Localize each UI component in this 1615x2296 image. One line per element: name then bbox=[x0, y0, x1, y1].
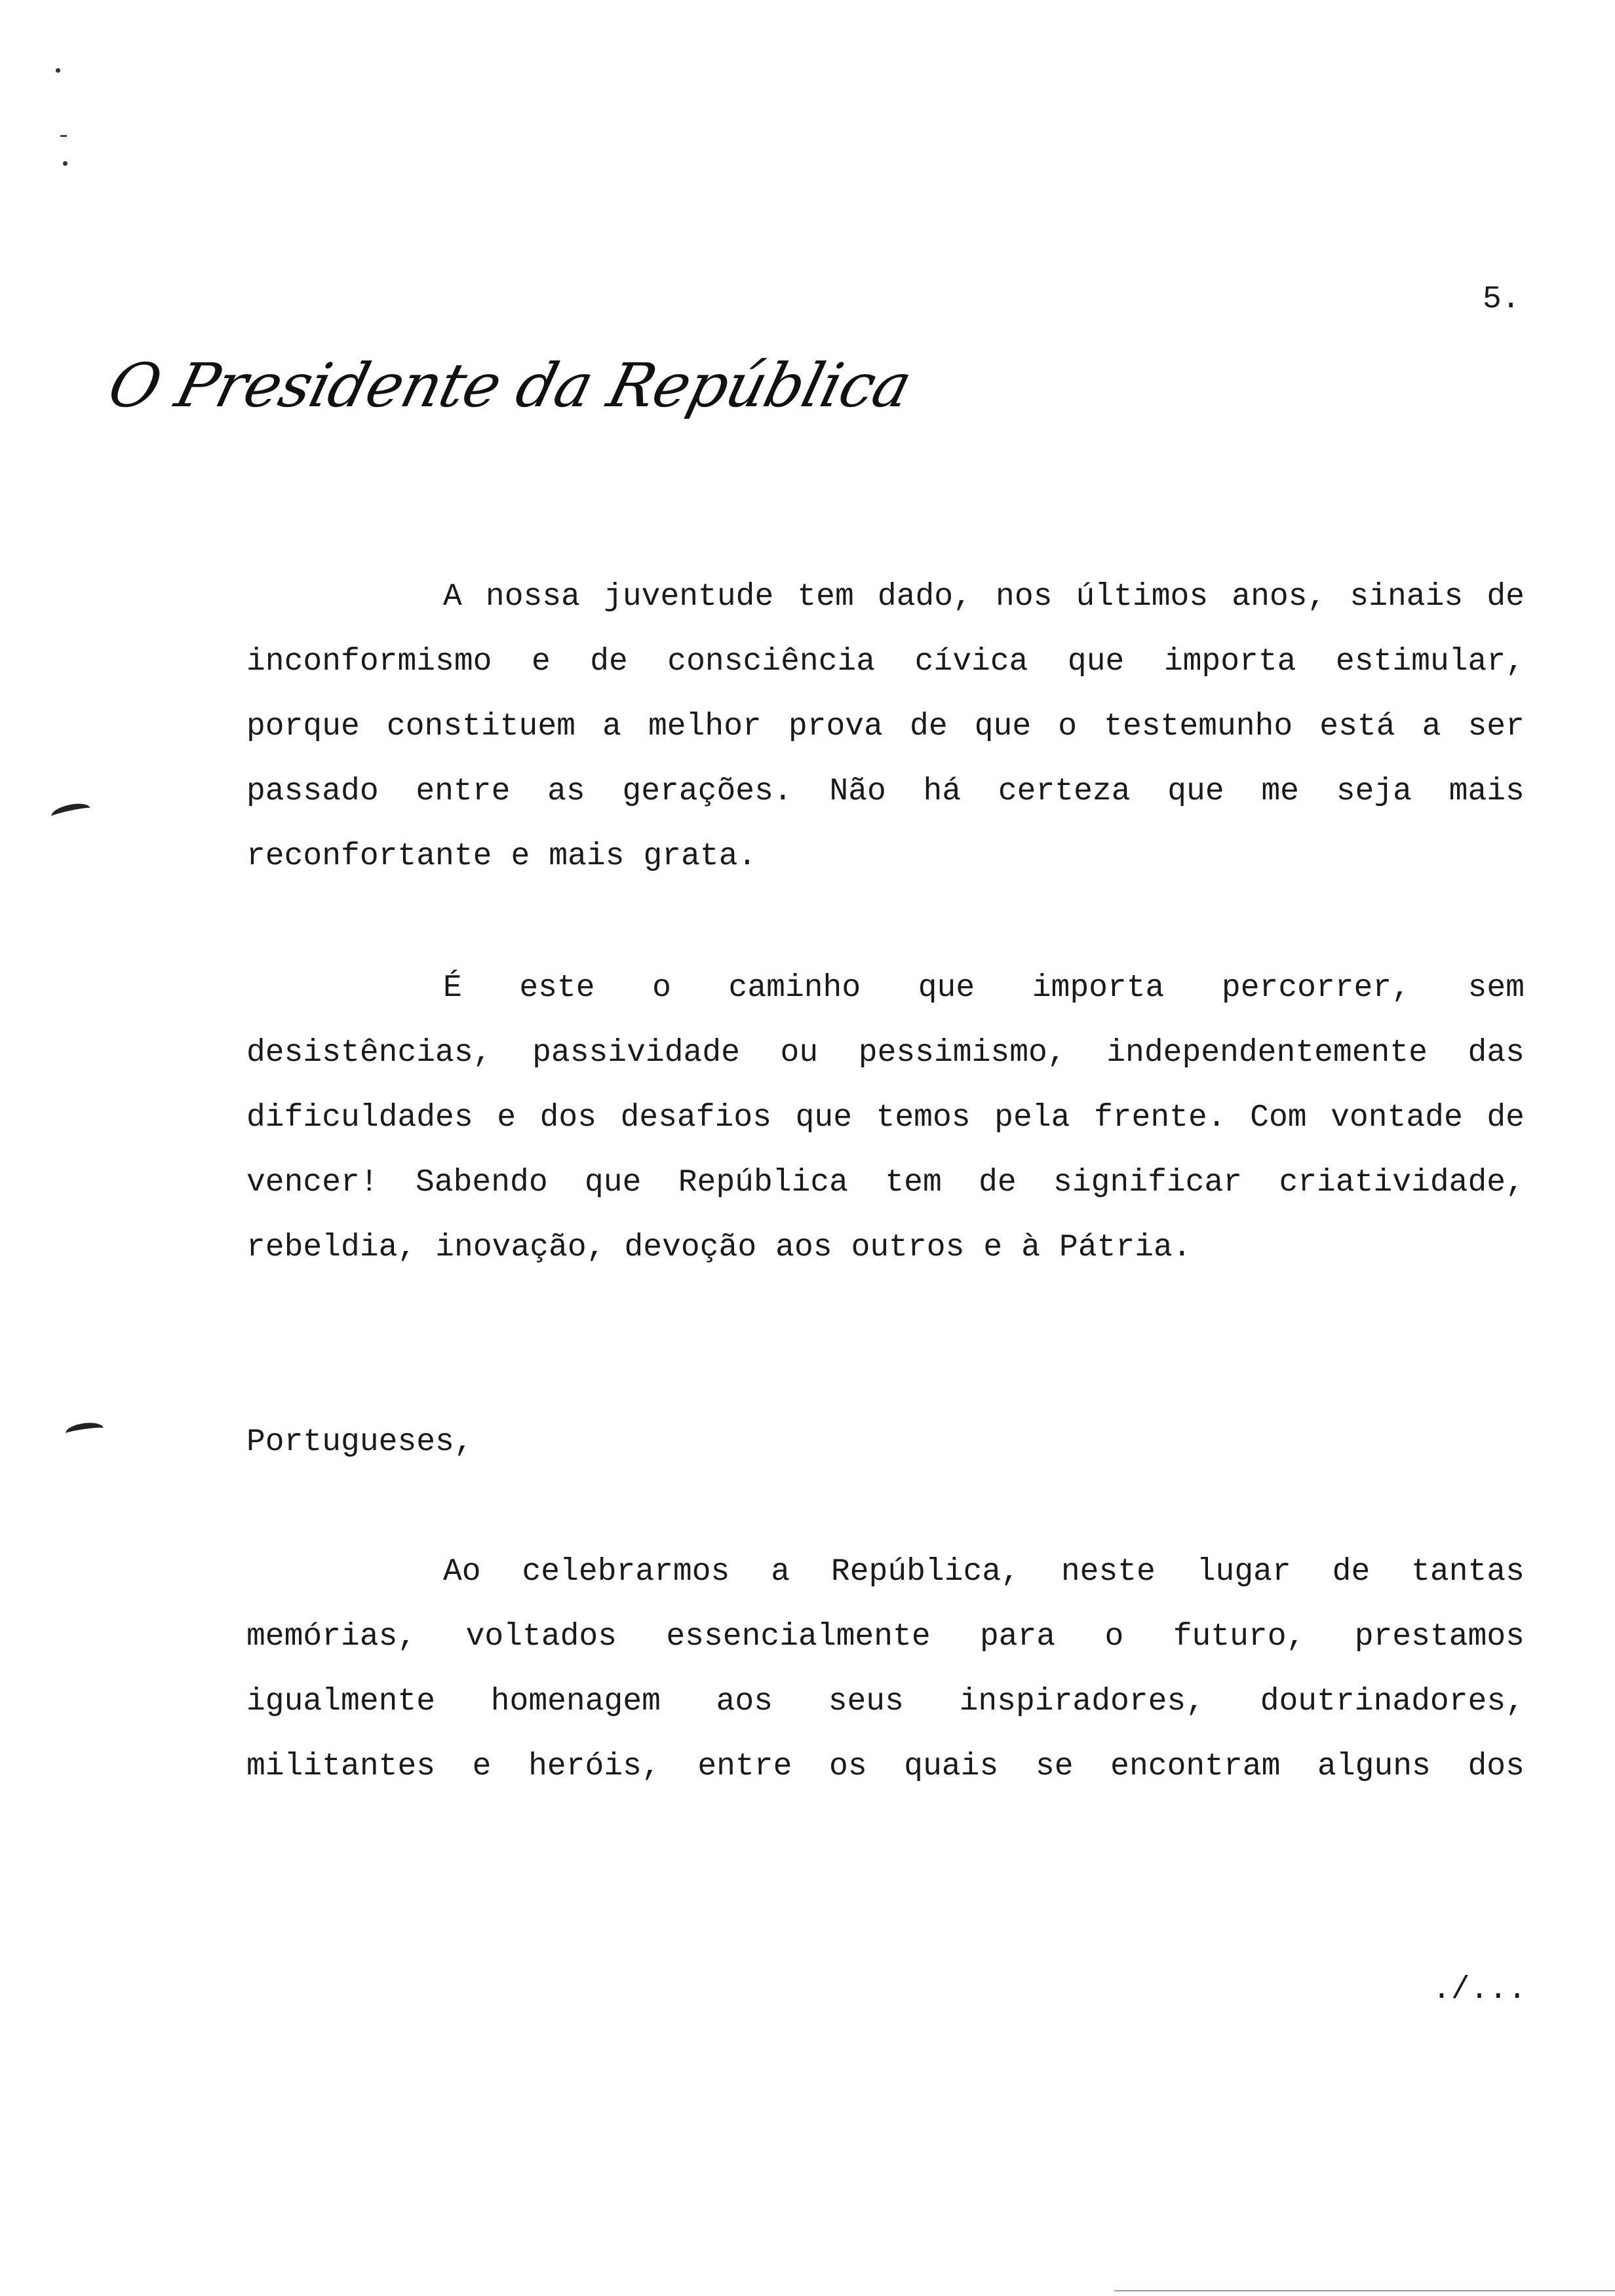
word: tem bbox=[797, 579, 854, 615]
word: de bbox=[910, 709, 948, 744]
word: mais bbox=[1449, 774, 1525, 809]
word: ser bbox=[1468, 709, 1525, 744]
word: É bbox=[443, 970, 462, 1006]
word: República bbox=[678, 1165, 848, 1200]
paragraph-3 bbox=[246, 1540, 1525, 1799]
word: dos bbox=[1468, 1749, 1525, 1784]
word: últimos bbox=[1076, 579, 1209, 615]
word: homenagem bbox=[490, 1684, 661, 1719]
word: Com bbox=[1250, 1100, 1307, 1136]
word: A bbox=[443, 579, 462, 615]
word: nossa bbox=[485, 579, 580, 615]
word: de bbox=[590, 644, 628, 679]
word: constituem bbox=[386, 709, 575, 744]
word: à bbox=[1021, 1230, 1041, 1265]
word: e bbox=[531, 644, 551, 679]
word: as bbox=[547, 774, 585, 809]
word: ou bbox=[780, 1035, 819, 1071]
word: essencialmente bbox=[666, 1619, 931, 1655]
word: melhor bbox=[648, 709, 762, 744]
word: das bbox=[1468, 1035, 1525, 1071]
word: seja bbox=[1336, 774, 1412, 809]
paragraph-1-line bbox=[246, 759, 1525, 824]
word: que bbox=[795, 1100, 852, 1136]
continuation-mark: ./... bbox=[1432, 1972, 1527, 2008]
word: para bbox=[979, 1619, 1056, 1655]
letterhead-title: O Presidente da República bbox=[102, 351, 918, 421]
word: e bbox=[511, 839, 530, 874]
paragraph-1-line bbox=[246, 824, 1525, 889]
word: celebrarmos bbox=[522, 1554, 730, 1590]
word: aos bbox=[716, 1684, 773, 1719]
word: se bbox=[1035, 1749, 1074, 1784]
word: importa bbox=[1032, 970, 1165, 1006]
word: voltados bbox=[465, 1619, 617, 1655]
word: está bbox=[1319, 709, 1395, 744]
paragraph-2-line bbox=[246, 1151, 1525, 1215]
paragraph-2-line bbox=[246, 1021, 1525, 1086]
word: heróis, bbox=[528, 1749, 661, 1784]
word: pessimismo, bbox=[858, 1035, 1066, 1071]
word: há bbox=[923, 774, 962, 809]
word: criatividade, bbox=[1279, 1165, 1525, 1200]
word: que bbox=[918, 970, 975, 1006]
word: República, bbox=[830, 1554, 1020, 1590]
paragraph-1 bbox=[246, 565, 1525, 889]
word: que bbox=[1067, 644, 1125, 679]
paragraph-3-line bbox=[246, 1670, 1525, 1734]
paragraph-1-line bbox=[246, 630, 1525, 695]
binder-hole-mark bbox=[65, 1421, 105, 1441]
page-number: 5. bbox=[1483, 282, 1521, 317]
word: de bbox=[1487, 579, 1525, 615]
word: passado bbox=[246, 774, 379, 809]
paragraph-3-line bbox=[246, 1734, 1525, 1799]
word: vencer! bbox=[246, 1165, 379, 1200]
word: significar bbox=[1053, 1165, 1243, 1200]
word: percorrer, bbox=[1221, 970, 1411, 1006]
word: encontram bbox=[1110, 1749, 1281, 1784]
word: vontade bbox=[1331, 1100, 1463, 1136]
word: dificuldades bbox=[246, 1100, 473, 1136]
paragraph-2-line bbox=[246, 1215, 1525, 1280]
word: caminho bbox=[728, 970, 861, 1006]
word: de bbox=[1487, 1100, 1525, 1136]
word: de bbox=[1332, 1554, 1371, 1590]
word: nos bbox=[996, 579, 1053, 615]
paragraph-2-line bbox=[246, 1086, 1525, 1151]
word: Pátria. bbox=[1059, 1230, 1192, 1265]
word: temos bbox=[876, 1100, 971, 1136]
word: alguns bbox=[1317, 1749, 1431, 1784]
word: entre bbox=[697, 1749, 792, 1784]
word: prestamos bbox=[1354, 1619, 1525, 1655]
word: gerações. bbox=[622, 774, 792, 809]
word: desistências, bbox=[246, 1035, 492, 1071]
word: futuro, bbox=[1173, 1619, 1306, 1655]
paragraph-1-line bbox=[246, 565, 1525, 630]
word: o bbox=[652, 970, 671, 1006]
word: testemunho bbox=[1104, 709, 1293, 744]
word: neste bbox=[1060, 1554, 1156, 1590]
salutation: Portugueses, bbox=[246, 1425, 473, 1460]
word: que bbox=[1167, 774, 1224, 809]
word: juventude bbox=[604, 579, 774, 615]
word: consciência bbox=[667, 644, 876, 679]
word: o bbox=[1058, 709, 1078, 744]
word: passividade bbox=[532, 1035, 740, 1071]
word: a bbox=[602, 709, 621, 744]
word: tem bbox=[885, 1165, 942, 1200]
word: inovação, bbox=[435, 1230, 606, 1265]
word: reconfortante bbox=[246, 839, 492, 874]
word: tantas bbox=[1411, 1554, 1525, 1590]
word: e bbox=[472, 1749, 492, 1784]
word: devoção bbox=[624, 1230, 757, 1265]
paragraph-2 bbox=[246, 956, 1525, 1280]
word: sinais bbox=[1350, 579, 1464, 615]
word: aos bbox=[775, 1230, 832, 1265]
word: me bbox=[1261, 774, 1299, 809]
word: grata. bbox=[643, 839, 757, 874]
word: Sabendo bbox=[415, 1165, 548, 1200]
word: Ao bbox=[443, 1554, 481, 1590]
word: inconformismo bbox=[246, 644, 492, 679]
word: dos bbox=[539, 1100, 597, 1136]
word: anos, bbox=[1232, 579, 1327, 615]
word: doutrinadores, bbox=[1260, 1684, 1525, 1719]
word: certeza bbox=[998, 774, 1131, 809]
word: memórias, bbox=[246, 1619, 417, 1655]
scan-dot bbox=[63, 161, 68, 166]
word: este bbox=[519, 970, 595, 1006]
word: lugar bbox=[1196, 1554, 1291, 1590]
binder-hole-mark bbox=[50, 801, 91, 824]
word: que bbox=[974, 709, 1032, 744]
word: dado, bbox=[877, 579, 972, 615]
word: estimular, bbox=[1335, 644, 1525, 679]
word: rebeldia, bbox=[246, 1230, 417, 1265]
word: igualmente bbox=[246, 1684, 436, 1719]
word: os bbox=[829, 1749, 867, 1784]
word: o bbox=[1104, 1619, 1124, 1655]
word: mais bbox=[549, 839, 625, 874]
word: de bbox=[979, 1165, 1017, 1200]
word: e bbox=[983, 1230, 1003, 1265]
word: frente. bbox=[1093, 1100, 1226, 1136]
paragraph-1-line bbox=[246, 695, 1525, 759]
word: e bbox=[497, 1100, 516, 1136]
word: a bbox=[1422, 709, 1441, 744]
word: entre bbox=[416, 774, 511, 809]
word: quais bbox=[904, 1749, 999, 1784]
word: militantes bbox=[246, 1749, 436, 1784]
word: que bbox=[584, 1165, 642, 1200]
paragraph-3-line bbox=[246, 1605, 1525, 1670]
word: inspiradores, bbox=[959, 1684, 1205, 1719]
word: prova bbox=[788, 709, 883, 744]
word: desafios bbox=[620, 1100, 772, 1136]
word: sem bbox=[1468, 970, 1525, 1006]
word: importa bbox=[1163, 644, 1296, 679]
paragraph-2-line bbox=[246, 956, 1525, 1021]
word: a bbox=[771, 1554, 790, 1590]
word: seus bbox=[828, 1684, 904, 1719]
word: outros bbox=[851, 1230, 965, 1265]
word: pela bbox=[994, 1100, 1070, 1136]
scan-edge-line bbox=[1114, 2290, 1615, 2291]
word: porque bbox=[246, 709, 360, 744]
scan-dot bbox=[56, 68, 60, 73]
paragraph-3-line bbox=[246, 1540, 1525, 1605]
scan-dash bbox=[60, 135, 67, 137]
word: cívica bbox=[914, 644, 1028, 679]
word: Não bbox=[829, 774, 886, 809]
word: independentemente bbox=[1106, 1035, 1428, 1071]
